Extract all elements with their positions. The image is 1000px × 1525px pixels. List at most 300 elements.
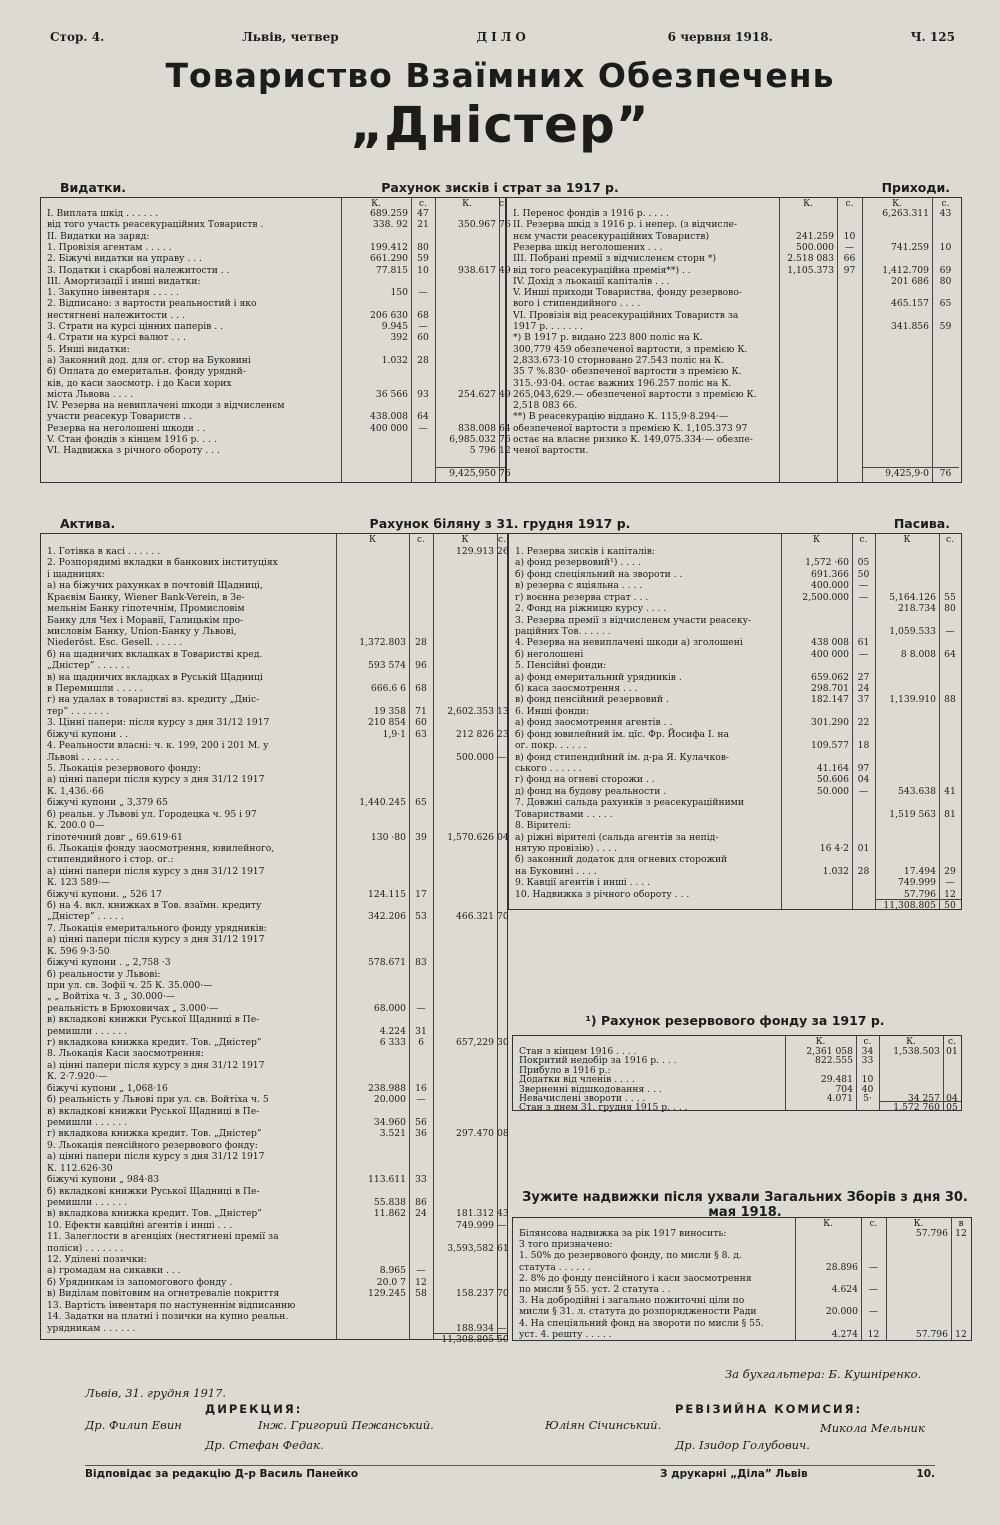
director-3: Др. Стефан Федак. xyxy=(205,1438,324,1452)
amount-kronen: 20.000 xyxy=(373,1094,406,1106)
row-text: 3. Податки і скарбові належитости . . xyxy=(47,264,230,276)
amount-sotyky: — xyxy=(858,591,869,603)
column-head-sotyky: с. xyxy=(845,199,854,209)
table-row xyxy=(509,752,961,763)
total-sotyky: 26 xyxy=(497,546,509,557)
row-text: б) Оплата до емеритальн. фонду уряднй- xyxy=(47,366,246,378)
total-sotyky: — xyxy=(497,1322,507,1334)
table-row xyxy=(509,626,961,637)
commission-member-2: Микола Мельник xyxy=(820,1421,925,1435)
table-row xyxy=(509,615,961,626)
amount-sotyky: — xyxy=(868,1261,879,1273)
total-sotyky: 12 xyxy=(955,1228,967,1239)
total-sotyky: — xyxy=(497,1219,507,1231)
row-text: і щадницях: xyxy=(47,568,105,580)
total-kronen: 5,164.126 xyxy=(889,591,936,603)
row-text: остає на власне ризико К. 149,075.334·— обезпе- xyxy=(513,434,753,445)
amount-kronen: 55.838 xyxy=(373,1196,406,1208)
amount-sotyky: 96 xyxy=(415,660,427,672)
table-row xyxy=(507,208,961,219)
row-text: 8. Льокація Каси заосмотрення: xyxy=(47,1048,204,1060)
table-row xyxy=(41,546,507,557)
table-row xyxy=(41,1048,507,1059)
total-kronen: 9,425,950 xyxy=(449,467,496,479)
row-text: IV. Резерва на невиплачені шкоди з відчисленєм xyxy=(47,400,285,412)
total-kronen: 500.000 xyxy=(456,751,494,763)
row-text: ремишли . . . . . . xyxy=(47,1117,128,1128)
amount-sotyky: 47 xyxy=(417,208,429,219)
footer-printer: З друкарні „Діла” Львів xyxy=(660,1468,808,1480)
row-text: б) вкладкові книжки Руської Щадниці в Пе- xyxy=(47,1185,260,1197)
row-text: б) на щадничих вкладках в Товаристві кред. xyxy=(47,648,263,660)
amount-kronen: 50.606 xyxy=(816,774,849,786)
total-sotyky: 29 xyxy=(944,865,956,877)
amount-kronen: 2,361 058 xyxy=(806,1046,853,1057)
table-row xyxy=(41,889,507,900)
table-row xyxy=(41,1174,507,1185)
row-text: а) Законний дод. для ог. стор на Буковині xyxy=(47,354,251,366)
amount-kronen: 241.259 xyxy=(796,230,834,242)
row-text: д) фонд на будову реальности . xyxy=(515,785,667,797)
row-text: 3. Цінні папери: після курсу з дня 31/12 1917 xyxy=(47,717,270,729)
row-text: ченої вартости. xyxy=(513,445,589,457)
surplus-title: Зужите надвижки після ухвали Загальних Зборів з дня 30. мая 1918. xyxy=(522,1190,968,1220)
row-text: I. Виплата шкід . . . . . . xyxy=(47,208,159,219)
table-row xyxy=(513,1284,971,1295)
row-text: 8. Вірителі: xyxy=(515,820,571,832)
amount-kronen: 438.008 xyxy=(370,411,408,423)
amount-sotyky: 71 xyxy=(415,705,427,717)
amount-kronen: 2.518 083 xyxy=(787,253,834,265)
table-row xyxy=(509,740,961,751)
table-row xyxy=(509,729,961,740)
table-row xyxy=(41,866,507,877)
table-row xyxy=(41,332,505,343)
balance-header xyxy=(45,516,955,534)
row-text: стипендийного і стор. ог.: xyxy=(47,854,174,866)
amount-sotyky: 37 xyxy=(857,694,870,706)
row-text: а) фонд резервовий¹) . . . . xyxy=(515,557,641,569)
amount-kronen: 298.701 xyxy=(811,683,849,695)
table-row xyxy=(41,208,505,219)
table-row xyxy=(509,649,961,660)
table-row xyxy=(507,231,961,242)
total-sotyky: 04 xyxy=(497,831,509,843)
row-text: г) вкладкова книжка кредит. Тов. „Дністер” xyxy=(47,1037,262,1049)
table-row xyxy=(41,1323,507,1334)
table-row xyxy=(509,820,961,831)
amount-sotyky: 12 xyxy=(415,1276,427,1288)
amount-sotyky: 97 xyxy=(857,762,870,774)
row-text: II. Видатки на заряд: xyxy=(47,230,150,242)
row-text: поліси) . . . . . . . xyxy=(47,1242,124,1254)
table-row xyxy=(41,923,507,934)
column-head-sotyky: с. xyxy=(417,535,425,545)
amount-sotyky: — xyxy=(418,422,428,434)
row-text: IV. Дохід з льокації капіталів . . . xyxy=(513,275,670,287)
table-row xyxy=(507,332,961,343)
amount-sotyky: 10 xyxy=(417,264,429,276)
amount-sotyky: — xyxy=(416,1094,426,1106)
table-row xyxy=(41,1163,507,1174)
row-text: *) В 1917 р. видано 223 800 поліс на К. xyxy=(513,332,703,344)
amount-kronen: 689.259 xyxy=(370,208,408,219)
total-kronen: 11,308.805 xyxy=(441,1333,494,1345)
column-head-sotyky: с. xyxy=(499,199,507,209)
total-sotyky: 43 xyxy=(497,1208,509,1220)
amount-kronen: 238.988 xyxy=(368,1082,406,1094)
table-row xyxy=(507,411,961,422)
row-text: 6. Инші фонди: xyxy=(515,705,589,717)
amount-kronen: 50.000 xyxy=(816,785,849,797)
amount-kronen: 4.224 xyxy=(379,1025,406,1037)
row-text: уст. 4. решту . . . . . xyxy=(519,1328,612,1340)
table-row xyxy=(41,946,507,957)
total-kronen: 749.999 xyxy=(456,1219,494,1231)
table-row xyxy=(509,774,961,785)
issue-number: Ч. 125 xyxy=(910,30,955,44)
total-kronen: 158.237 xyxy=(456,1288,494,1300)
total-kronen: 1,538.503 xyxy=(893,1046,940,1057)
row-text: 1. Закупно інвентаря . . . . . xyxy=(47,287,179,299)
row-text: г) воєнна резерва страт . . . xyxy=(515,591,649,603)
amount-sotyky: 83 xyxy=(415,957,427,969)
row-text: 265,043,629.— обезпеченої вартости з премією К. xyxy=(513,388,757,400)
total-kronen: 938.617 xyxy=(458,264,496,276)
column-head-sotyky: с. xyxy=(941,199,950,209)
column-head-sotyky: с. xyxy=(863,1037,872,1047)
amount-kronen: 34.960 xyxy=(373,1117,406,1128)
row-text: VI. Провізія від реасекураційних Товариств за xyxy=(513,309,739,321)
sum-rule xyxy=(879,1101,961,1102)
table-row xyxy=(509,809,961,820)
table-row xyxy=(509,763,961,774)
total-sotyky: 43 xyxy=(939,208,952,219)
row-text: міста Львова . . . . xyxy=(47,388,134,400)
amount-kronen: 1,572 ·60 xyxy=(805,557,849,569)
row-text: мельнім Банку гіпотечнім, Промисловім xyxy=(47,603,245,615)
amount-kronen: 129.245 xyxy=(368,1288,406,1300)
amount-sotyky: 6 xyxy=(418,1037,424,1049)
footer-editor: Відповідає за редакцію Д-р Василь Панейко xyxy=(85,1468,359,1480)
table-row xyxy=(41,1106,507,1117)
table-row xyxy=(507,265,961,276)
page-number: Стор. 4. xyxy=(50,30,105,44)
table-row xyxy=(513,1295,971,1306)
amount-kronen: 1.032 xyxy=(381,354,408,366)
table-row xyxy=(41,1060,507,1071)
table-row xyxy=(509,854,961,865)
total-kronen: 543.638 xyxy=(898,785,936,797)
column-head-kronen: К xyxy=(461,535,469,545)
total-kronen: 341.856 xyxy=(891,321,929,332)
direction-label: ДИРЕКЦИЯ: xyxy=(205,1402,303,1416)
table-row xyxy=(41,1197,507,1208)
table-row xyxy=(513,1250,971,1261)
total-sotyky: 69 xyxy=(939,264,952,276)
amount-kronen: 29.481 xyxy=(820,1074,853,1086)
place-day: Львів, четвер xyxy=(242,30,339,44)
table-row xyxy=(509,557,961,568)
amount-sotyky: 64 xyxy=(417,411,429,423)
total-kronen: 741.259 xyxy=(891,241,929,253)
row-text: нєм участи реасекураційних Товариств) xyxy=(513,230,710,242)
table-row xyxy=(41,774,507,785)
row-text: а) ріжні вірителі (сальда агентів за непід- xyxy=(515,831,719,843)
amount-kronen: 4.071 xyxy=(826,1093,853,1104)
table-row xyxy=(509,866,961,877)
amount-kronen: 400.000 xyxy=(811,580,849,592)
table-row xyxy=(507,434,961,445)
table-row xyxy=(41,1277,507,1288)
amount-sotyky: — xyxy=(418,321,428,332)
amount-kronen: 77.815 xyxy=(375,264,408,276)
column-head-kronen: К xyxy=(813,535,820,545)
table-row xyxy=(41,694,507,705)
row-text: г) фонд на огневі сторожи . . xyxy=(515,774,655,786)
total-sotyky: 80 xyxy=(939,275,952,287)
amount-kronen: 36 566 xyxy=(375,388,408,400)
issue-date: 6 червня 1918. xyxy=(667,30,773,44)
total-sotyky: 08 xyxy=(497,1128,509,1140)
table-row xyxy=(509,660,961,671)
column-head-kronen: К. xyxy=(823,1219,833,1229)
row-text: а) цінні папери після курсу з дня 31/12 1917 xyxy=(47,934,265,946)
table-row xyxy=(41,649,507,660)
row-text: реальність в Брюховичах „ 3.000·— xyxy=(47,1002,219,1014)
row-text: мисли § 31. л. статута до розпоряджености Ради xyxy=(519,1306,757,1318)
table-row xyxy=(41,957,507,968)
row-text: в) вкладкові книжки Руської Щадниці в Пе- xyxy=(47,1105,260,1117)
row-text: а) цінні папери після курсу з дня 31/12 1917 xyxy=(47,774,265,786)
table-row xyxy=(41,843,507,854)
amount-kronen: 8.965 xyxy=(379,1265,406,1277)
amount-sotyky: 50 xyxy=(857,568,870,580)
sum-rule xyxy=(862,467,959,468)
row-text: К. 112.626·30 xyxy=(47,1162,113,1174)
table-row xyxy=(41,1003,507,1014)
row-text: К. 123 589·— xyxy=(47,877,111,889)
amount-sotyky: 10 xyxy=(861,1074,874,1086)
amount-sotyky: 34 xyxy=(861,1046,874,1057)
table-row xyxy=(41,253,505,264)
table-row xyxy=(41,1265,507,1276)
total-sotyky: 23 xyxy=(497,728,509,740)
total-sotyky: 59 xyxy=(939,321,952,332)
footer xyxy=(85,1465,935,1479)
amount-kronen: 68.000 xyxy=(373,1002,406,1014)
table-row xyxy=(41,934,507,945)
table-row xyxy=(513,1306,971,1317)
table-row xyxy=(41,660,507,671)
row-text: г) на удалах в товаристві вз. кредиту „Дніс- xyxy=(47,694,260,706)
balance-liabilities-table xyxy=(508,533,962,910)
row-text: 315.·93·04. остає важних 196.257 поліс на К. xyxy=(513,377,732,389)
amount-kronen: 206 630 xyxy=(370,309,408,321)
table-row xyxy=(41,672,507,683)
pl-header xyxy=(45,180,955,198)
table-row xyxy=(513,1262,971,1273)
row-text: 2. Відписано: з вартости реальностий і яко xyxy=(47,298,257,310)
table-row xyxy=(41,683,507,694)
amount-sotyky: 21 xyxy=(417,219,429,231)
row-text: 5. Пенсійні фонди: xyxy=(515,660,607,672)
total-kronen: 212 826 xyxy=(456,728,494,740)
balance-right-head: Пасива. xyxy=(893,516,950,531)
total-kronen: 1,139.910 xyxy=(889,694,936,706)
amount-kronen: 1,440.245 xyxy=(359,797,406,809)
row-text: III. Амортизації і инші видатки: xyxy=(47,275,201,287)
footer-number: 10. xyxy=(916,1468,935,1480)
table-row xyxy=(41,1026,507,1037)
row-text: 2. Фонд на ріжницю курсу . . . . xyxy=(515,603,667,615)
table-row xyxy=(41,820,507,831)
amount-sotyky: 97 xyxy=(843,264,856,276)
table-row xyxy=(41,1243,507,1254)
table-row xyxy=(41,1288,507,1299)
row-text: від того участь реасекураційних Товариств . xyxy=(47,219,264,231)
total-sotyky: 50 xyxy=(944,900,956,912)
amount-sotyky: 66 xyxy=(843,253,856,265)
amount-kronen: 400 000 xyxy=(370,422,408,434)
table-row xyxy=(41,1037,507,1048)
amount-sotyky: 80 xyxy=(417,241,429,253)
total-sotyky: 12 xyxy=(944,888,956,900)
amount-sotyky: 33 xyxy=(415,1174,427,1186)
amount-sotyky: 39 xyxy=(415,831,427,843)
row-text: К. 2·7.920·— xyxy=(47,1071,108,1083)
amount-sotyky: — xyxy=(416,1265,426,1277)
total-kronen: 6,263.311 xyxy=(882,208,929,219)
table-row xyxy=(41,400,505,411)
amount-kronen: 1,105.373 xyxy=(787,264,834,276)
amount-kronen: 41.164 xyxy=(816,762,849,774)
row-text: в) фонд стипендийний ім. д-ра Я. Кулачков- xyxy=(515,751,730,763)
total-kronen: 5 796 xyxy=(469,445,496,457)
total-kronen: 657,229 xyxy=(456,1037,494,1049)
table-row xyxy=(41,1128,507,1139)
table-row xyxy=(41,388,511,400)
total-sotyky: 41 xyxy=(944,785,956,797)
amount-sotyky: — xyxy=(858,785,869,797)
column-head-kronen: К xyxy=(369,535,376,545)
row-text: Білянсова надвижка за рік 1917 виносить: xyxy=(519,1228,727,1239)
table-row xyxy=(41,298,505,309)
row-text: участи реасекур Товариств . . xyxy=(47,411,192,423)
total-kronen: 129.913 xyxy=(456,546,494,557)
table-row xyxy=(507,389,961,400)
amount-sotyky: 56 xyxy=(415,1117,427,1128)
amount-sotyky: 5· xyxy=(863,1093,872,1104)
row-text: біжучі купони . „ 2,758 ·3 xyxy=(47,957,171,969)
row-text: г) вкладкова книжка кредит. Тов. „Дністер” xyxy=(47,1128,262,1140)
table-row xyxy=(41,603,507,614)
table-row xyxy=(41,1083,507,1094)
column-head-kronen: К. xyxy=(803,199,813,209)
row-text: 300,779 459 обезпеченої вартости, з премією К. xyxy=(513,343,748,355)
total-kronen: 3,593,582 xyxy=(447,1242,494,1254)
row-text: в) фонд пенсійний резервовий . xyxy=(515,694,669,706)
amount-kronen: 16 4·2 xyxy=(819,842,849,854)
amount-sotyky: 28 xyxy=(417,354,429,366)
row-text: 3. На добродійні і загально пожиточні ціли по xyxy=(519,1295,745,1307)
row-text: в) вкладкові книжки Руської Щадниці в Пе- xyxy=(47,1014,260,1026)
amount-kronen: 301.290 xyxy=(811,717,849,729)
table-row xyxy=(41,1311,507,1322)
row-text: Львові . . . . . . . xyxy=(47,751,120,763)
row-text: статута . . . . . . xyxy=(519,1261,591,1273)
table-row xyxy=(507,400,961,411)
row-text: III. Побрані премії з відчисленєм сторн *) xyxy=(513,253,717,265)
running-head xyxy=(50,30,955,46)
row-text: „Дністер” . . . . . xyxy=(47,911,124,923)
amount-sotyky: 10 xyxy=(843,230,856,242)
amount-kronen: 124.115 xyxy=(368,888,406,900)
pl-title: Рахунок зисків і страт за 1917 р. xyxy=(381,180,619,195)
row-text: 4. Реальности власні: ч. к. 199, 200 і 201 М. у xyxy=(47,740,269,752)
total-kronen: 254.627 xyxy=(458,388,496,400)
amount-kronen: 2,500.000 xyxy=(802,591,849,603)
amount-sotyky: 04 xyxy=(857,774,870,786)
table-row xyxy=(509,694,961,705)
column-head-sotyky: с. xyxy=(946,535,954,545)
balance-title: Рахунок біляну з 31. грудня 1917 р. xyxy=(369,516,631,531)
total-kronen: 188.934 xyxy=(456,1322,494,1334)
row-text: VI. Надвижка з річного обороту . . . xyxy=(47,445,220,457)
column-head-kronen: К. xyxy=(462,199,472,209)
table-row xyxy=(41,411,505,422)
pl-table xyxy=(40,197,962,483)
amount-kronen: 20.000 xyxy=(825,1306,858,1318)
director-1: Др. Филип Евин xyxy=(85,1418,182,1432)
amount-sotyky: — xyxy=(858,648,869,660)
table-row xyxy=(41,287,505,298)
row-text: урядникам . . . . . . xyxy=(47,1322,136,1334)
row-text: 7. Довжні сальда рахунків з реасекураційними xyxy=(515,797,744,809)
column-head-kronen: К. xyxy=(371,199,381,209)
total-sotyky: 30 xyxy=(497,1037,509,1049)
total-sotyky: 76 xyxy=(939,467,952,479)
table-row xyxy=(41,445,511,457)
total-sotyky: 55 xyxy=(944,591,956,603)
amount-kronen: 704 xyxy=(835,1083,853,1095)
table-row xyxy=(509,706,961,717)
table-row xyxy=(507,253,961,264)
total-kronen: 57.796 xyxy=(903,888,936,900)
amount-sotyky: 61 xyxy=(857,637,870,649)
total-kronen: 465.157 xyxy=(891,298,929,310)
amount-sotyky: 05 xyxy=(857,557,870,569)
row-text: а) фонд заосмотрення агентів . . xyxy=(515,717,673,729)
row-text: 2. Біжучі видатки на управу . . . xyxy=(47,253,202,265)
amount-kronen: 1,372.803 xyxy=(359,637,406,649)
table-row xyxy=(507,321,961,332)
amount-sotyky: 12 xyxy=(867,1328,880,1340)
total-kronen: 838.008 xyxy=(458,422,496,434)
amount-kronen: 199.412 xyxy=(370,241,408,253)
table-row xyxy=(41,1117,507,1128)
total-sotyky: 64 xyxy=(944,648,956,660)
reserve-table xyxy=(512,1035,962,1114)
row-text: З того призначено: xyxy=(519,1239,613,1251)
table-row xyxy=(509,637,961,648)
amount-sotyky: 27 xyxy=(857,671,870,683)
row-text: К. 596 9·3·50 xyxy=(47,945,110,957)
row-text: 14. Задатки на платні і позички на купно реальн. xyxy=(47,1311,289,1323)
amount-sotyky: 33 xyxy=(861,1055,874,1067)
row-text: 2. Розпорядимі вкладки в банкових інституціях xyxy=(47,557,278,569)
row-text: 2,518 083 66. xyxy=(513,400,578,412)
